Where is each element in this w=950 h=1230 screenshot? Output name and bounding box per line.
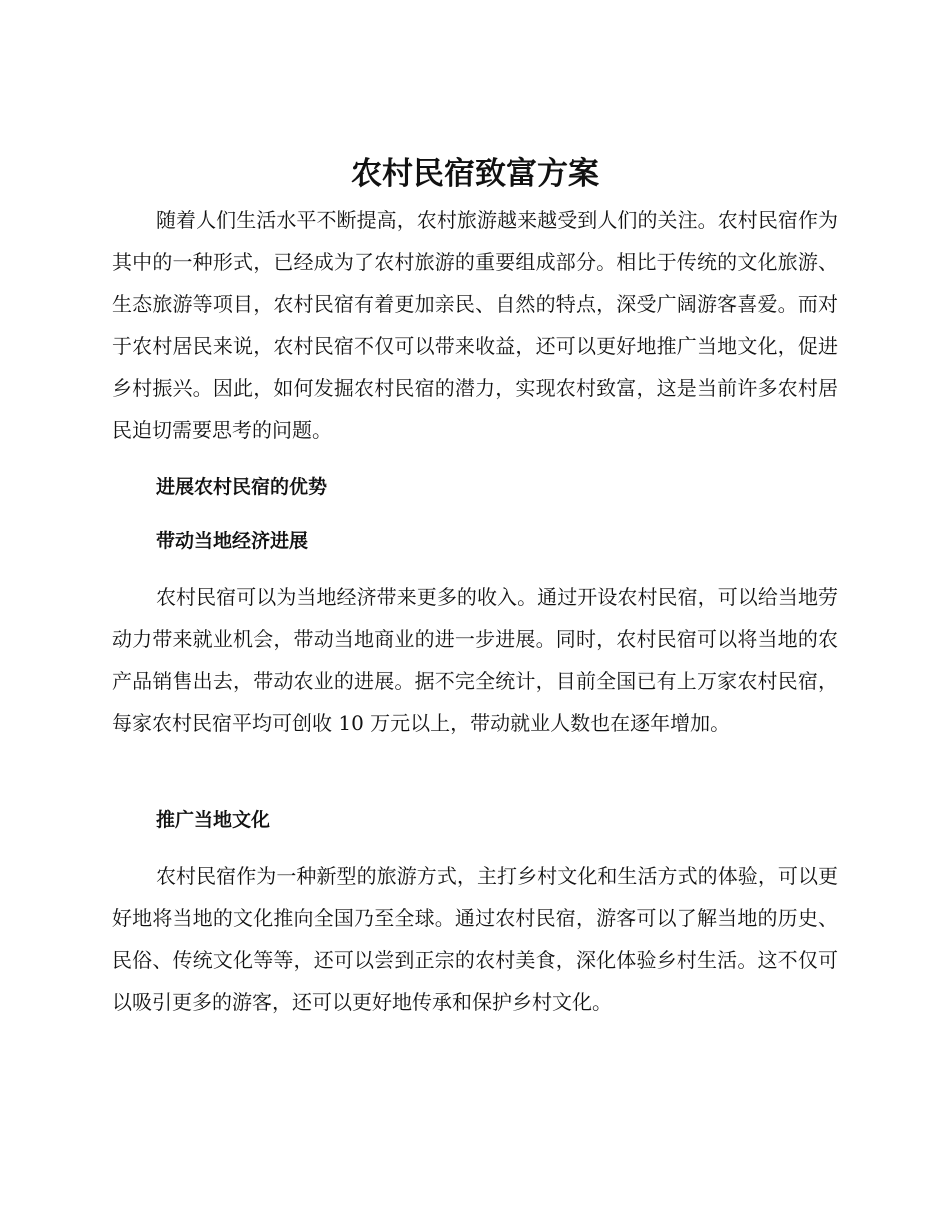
section-heading: 进展农村民宿的优势 xyxy=(156,476,328,498)
page-title: 农村民宿致富方案 xyxy=(351,156,599,192)
subsection-heading-economy: 带动当地经济进展 xyxy=(156,530,309,552)
culture-paragraph: 农村民宿作为一种新型的旅游方式，主打乡村文化和生活方式的体验，可以更好地将当地的文化推向全国乃至全球。通过农村民宿，游客可以了解当地的历史、民俗、传统文化等等，还可以尝到正宗的农村美食，深化体验乡村生活。这不仅可以吸引更多的游客，还可以更好地传承和保护乡村文化。 xyxy=(112,864,838,1014)
subsection-heading-culture: 推广当地文化 xyxy=(156,809,271,831)
intro-paragraph: 随着人们生活水平不断提高，农村旅游越来越受到人们的关注。农村民宿作为其中的一种形式，已经成为了农村旅游的重要组成部分。相比于传统的文化旅游、生态旅游等项目，农村民宿有着更加亲民、自然的特点，深受广阔游客喜爱。而对于农村居民来说，农村民宿不仅可以带来收益，还可以更好地推广当地文化，促进乡村振兴。因此，如何发掘农村民宿的潜力，实现农村致富，这是当前许多农村居民迫切需要思考的问题。 xyxy=(112,208,838,442)
economy-paragraph: 农村民宿可以为当地经济带来更多的收入。通过开设农村民宿，可以给当地劳动力带来就业机会，带动当地商业的进一步进展。同时，农村民宿可以将当地的农产品销售出去，带动农业的进展。据不完全统计，目前全国已有上万家农村民宿，每家农村民宿平均可创收 10 万元以上，带动就业人数也在逐年增加。 xyxy=(112,585,838,735)
